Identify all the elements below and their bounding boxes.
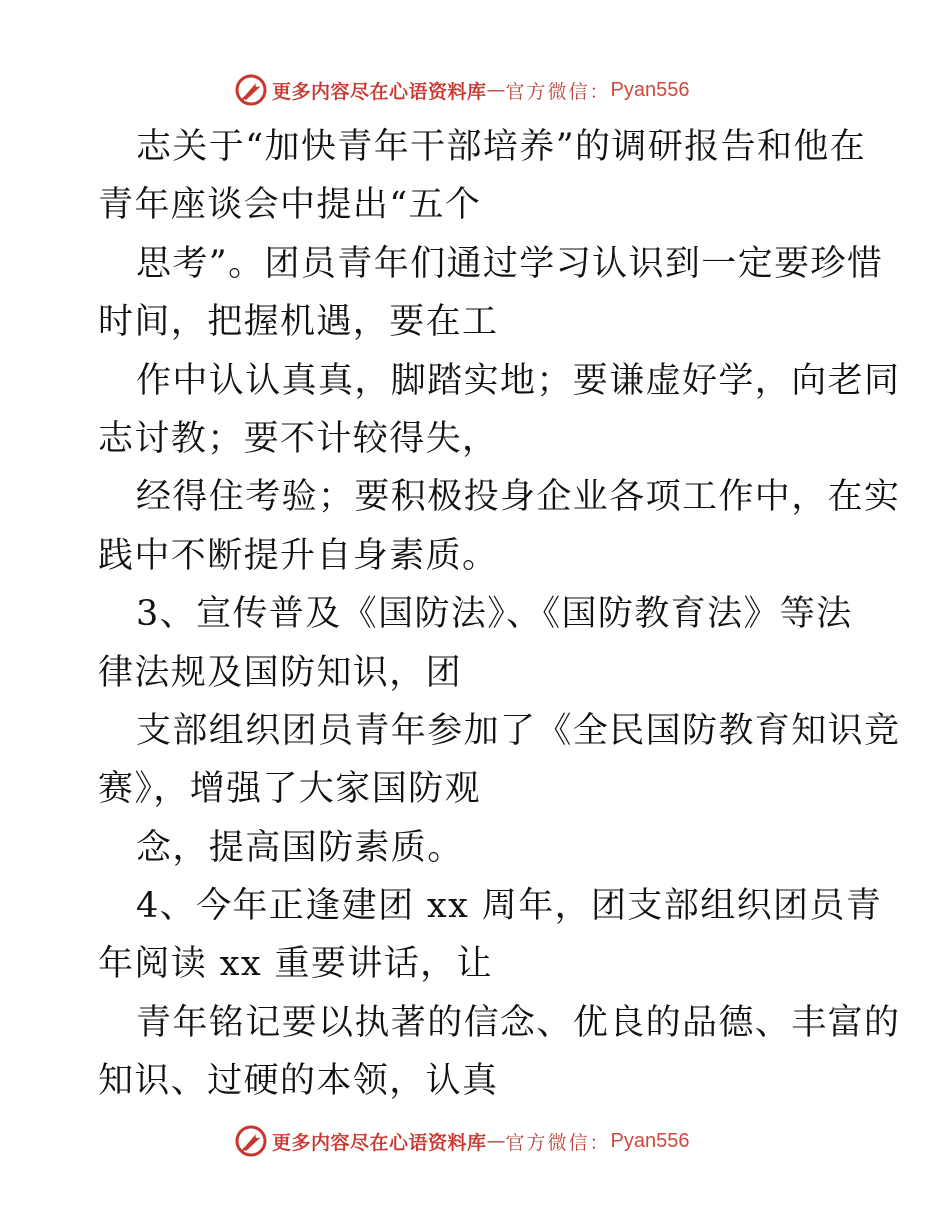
text-line: 时间，把握机遇，要在工 [98,302,499,343]
text-line: 青年座谈会中提出“五个 [98,185,482,226]
text-line: 志关于“加快青年干部培养”的调研报告和他在 [136,127,867,167]
text-line: 思考”。团员青年们通过学习认识到一定要珍惜 [136,243,884,284]
watermark-site-name: 更多内容尽在心语资料库 [272,80,487,103]
watermark-wechat-id: Pyan556 [610,78,690,101]
text-line: 支部组织团员青年参加了《全民国防教育知识竞 [136,710,901,751]
text-line: 年阅读 xx 重要讲话，让 [98,944,493,985]
watermark-label: 官方微信： [505,80,611,103]
text-line: 作中认认真真，脚踏实地；要谦虚好学，向老同 [136,360,901,401]
watermark-label: 官方微信： [505,1131,611,1154]
pen-nib-logo-icon [234,73,268,107]
text-line: 经得住考验；要积极投身企业各项工作中，在实 [136,477,901,518]
text-line: 4、今年正逢建团 xx 周年，团支部组织团员青 [136,886,883,927]
text-line: 践中不断提升自身素质。 [98,535,499,576]
text-line: 青年铭记要以执著的信念、优良的品德、丰富的 [136,1002,901,1043]
text-line: 3、宣传普及《国防法》、《国防教育法》等法 [136,594,853,635]
watermark-dash: — [486,79,506,101]
header-watermark [234,70,754,110]
text-line: 念，提高国防素质。 [136,827,464,868]
text-line: 志讨教；要不计较得失， [98,418,499,459]
text-line: 赛》，增强了大家国防观 [98,769,481,810]
document-body [98,118,901,1111]
watermark-wechat-id: Pyan556 [610,1129,690,1152]
text-line: 知识、过硬的本领，认真 [98,1061,499,1102]
watermark-dash: — [486,1130,506,1152]
footer-watermark [234,1121,754,1161]
watermark-site-name: 更多内容尽在心语资料库 [272,1131,487,1154]
pen-nib-logo-icon [234,1124,268,1158]
text-line: 律法规及国防知识，团 [98,652,463,693]
